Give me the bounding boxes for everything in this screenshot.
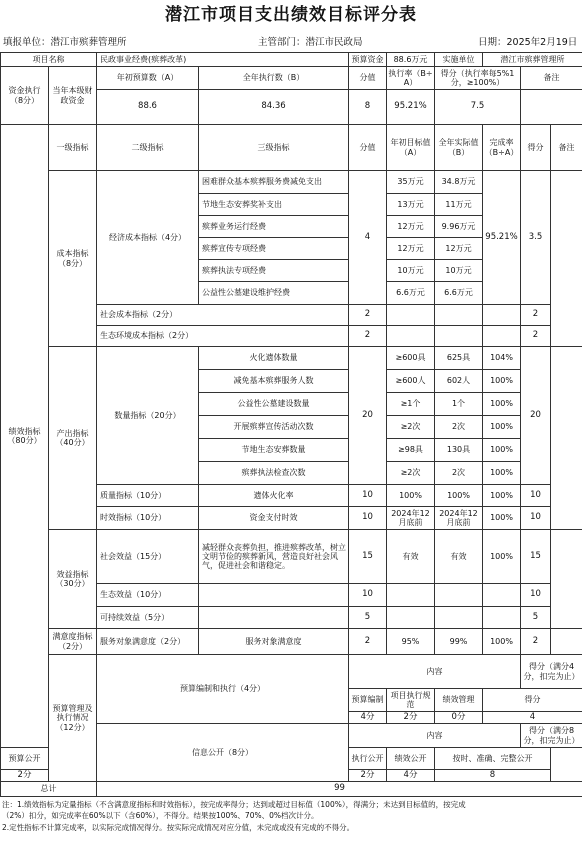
quantity-get: 20 [521,347,551,485]
budget-mgmt-col2-header: 项目执行规范 [387,689,435,712]
satisfaction-rate: 100% [483,629,521,655]
sustain-effect-b [435,607,483,629]
social-cost-score: 2 [349,305,387,326]
quality-a: 100% [387,485,435,507]
budget-mgmt-col1-value: 4分 [349,712,387,724]
eco-cost-rate [483,326,521,347]
time-indicator-label: 时效指标（10分） [97,507,199,530]
sustain-effect-label: 可持续效益（5分） [97,607,199,629]
info-col3-header: 绩效公开 [387,748,435,770]
quality-indicator-label: 质量指标（10分） [97,485,199,507]
satisfaction-indicator-label: 满意度指标（2分） [49,629,97,655]
cost-item-b: 11万元 [435,194,483,216]
info-col2-value: 2分 [349,770,387,782]
quantity-item-b: 2次 [435,462,483,485]
fund-header-score: 分值 [349,67,387,90]
social-cost-label: 社会成本指标（2分） [97,305,349,326]
cost-item-name: 殡葬执法专项经费 [199,260,349,282]
fund-execution-label: 资金执行（8分） [1,67,49,125]
eco-effect-b [435,584,483,607]
info-col4-header: 按时、准确、完整公开 [435,748,551,770]
fund-header-a: 年初预算数（A） [97,67,199,90]
total-value: 99 [97,782,582,797]
satisfaction-get: 2 [521,629,551,655]
perf-header-score: 分值 [349,125,387,171]
filling-unit: 填报单位：潜江市殡葬管理所 [3,37,127,48]
quantity-item-rate: 100% [483,462,521,485]
cost-item-a: 10万元 [387,260,435,282]
eco-effect-label: 生态效益（10分） [97,584,199,607]
quantity-item-a: ≥600人 [387,370,435,393]
budget-mgmt-col4-header: 得分 [483,689,582,712]
cost-remark [551,171,582,347]
time-score: 10 [349,507,387,530]
fund-value-formula: 7.5 [435,90,521,125]
info-disclosure-label: 信息公开（8分） [97,724,349,782]
fund-value-rate: 95.21% [387,90,435,125]
budget-value: 88.6万元 [387,53,435,67]
quantity-item-b: 2次 [435,416,483,439]
total-label: 总计 [1,782,97,797]
quantity-item-a: ≥2次 [387,462,435,485]
econ-cost-label: 经济成本指标（4分） [97,171,199,305]
social-effect-get: 15 [521,530,551,584]
perf-header-b: 全年实际值（B） [435,125,483,171]
page-title: 潜江市项目支出绩效目标评分表 [165,5,417,25]
cost-item-a: 13万元 [387,194,435,216]
fund-value-remark [521,90,582,125]
social-cost-b [435,305,483,326]
info-col2-header: 执行公开 [349,748,387,770]
effect-remark [551,530,582,629]
note-1a: 注：1.绩效指标为定量指标（不含满意度指标和时效指标），按完成率得分；达到或超过目标值（100%），得满分；未达到目标值的，按完成 [2,800,466,809]
eco-cost-get: 2 [521,326,551,347]
quality-rate: 100% [483,485,521,507]
info-col3-value: 4分 [387,770,435,782]
perf-header-get: 得分 [521,125,551,171]
cost-item-a: 12万元 [387,238,435,260]
quantity-item-b: 602人 [435,370,483,393]
fund-value-score: 8 [349,90,387,125]
note-1b: （2%）扣分，如完成率在60%以下（含60%），不得分。结果按100%、70%、0%档次计分。 [2,811,319,821]
fund-header-b: 全年执行数（B） [199,67,349,90]
quantity-item-name: 公益性公墓建设数量 [199,393,349,416]
budget-mgmt-col2-value: 2分 [387,712,435,724]
perf-header-l3: 三级指标 [199,125,349,171]
note-2: 2.定性指标不计算完成率，以实际完成情况得分。按实际完成情况对应分值，未完成或没有完成的不得分。 [2,822,355,832]
time-rate: 100% [483,507,521,530]
meta-row [0,30,582,52]
eco-cost-score: 2 [349,326,387,347]
social-effect-b: 有效 [435,530,483,584]
sustain-effect-a [387,607,435,629]
quality-b: 100% [435,485,483,507]
eco-cost-b [435,326,483,347]
quantity-item-b: 1个 [435,393,483,416]
cost-item-name: 困难群众基本殡葬服务费减免支出 [199,171,349,194]
perf-section-label: 绩效指标（80分） [1,125,49,748]
mgmt-section-label: 预算管理及执行情况（12分） [49,655,97,782]
fund-header-formula: 得分（执行率每5%1分，≥100%） [435,67,521,90]
budget-mgmt-col4-value: 4 [483,712,582,724]
sustain-effect-score: 5 [349,607,387,629]
info-col4-value: 8 [435,770,551,782]
project-name-label: 项目名称 [1,53,97,67]
satisfaction-item: 服务对象满意度 [199,629,349,655]
quality-item-name: 遗体火化率 [199,485,349,507]
quantity-item-name: 减免基本殡葬服务人数 [199,370,349,393]
social-cost-get: 2 [521,305,551,326]
fund-value-a: 88.6 [97,90,199,125]
time-get: 10 [521,507,551,530]
eco-cost-a [387,326,435,347]
quantity-item-a: ≥600具 [387,347,435,370]
social-effect-label: 社会效益（15分） [97,530,199,584]
cost-item-a: 12万元 [387,216,435,238]
social-cost-rate [483,305,521,326]
fund-header-remark: 备注 [521,67,582,90]
info-content-header: 内容 [349,724,521,748]
cost-item-a: 35万元 [387,171,435,194]
satisfaction-b: 99% [435,629,483,655]
quantity-item-rate: 100% [483,439,521,462]
social-effect-rate: 100% [483,530,521,584]
competent-department: 主管部门：潜江市民政局 [258,37,363,48]
quantity-item-rate: 100% [483,416,521,439]
perf-header-remark: 备注 [551,125,582,171]
quantity-item-name: 开展殡葬宣传活动次数 [199,416,349,439]
quantity-item-name: 节地生态安葬数量 [199,439,349,462]
fund-header-rate: 执行率（B÷A） [387,67,435,90]
econ-cost-rate: 95.21% [483,171,521,305]
eco-effect-a [387,584,435,607]
time-item-name: 资金支付时效 [199,507,349,530]
social-effect-item: 减轻群众丧葬负担，推进殡葬改革，树立文明节俭的殡葬新风，营造良好社会风气，促进社会和谐稳定。 [199,530,349,584]
sustain-effect-item [199,607,349,629]
social-effect-a: 有效 [387,530,435,584]
satisfaction-remark [551,629,582,655]
quantity-item-rate: 100% [483,370,521,393]
sustain-effect-get: 5 [521,607,551,629]
cost-item-b: 10万元 [435,260,483,282]
quantity-item-name: 殡葬执法检查次数 [199,462,349,485]
budget-mgmt-col3-value: 0分 [435,712,483,724]
social-effect-score: 15 [349,530,387,584]
budget-mgmt-col1-header: 预算编制 [349,689,387,712]
impl-unit-value: 潜江市殡葬管理所 [483,53,582,67]
quantity-item-rate: 104% [483,347,521,370]
social-cost-a [387,305,435,326]
eco-effect-rate [483,584,521,607]
info-formula-header: 得分（满分8分，扣完为止） [521,724,582,748]
cost-item-b: 34.8万元 [435,171,483,194]
quantity-item-a: ≥1个 [387,393,435,416]
econ-cost-get: 3.5 [521,171,551,305]
perf-header-a: 年初目标值（A） [387,125,435,171]
cost-item-name: 节地生态安葬奖补支出 [199,194,349,216]
quantity-item-rate: 100% [483,393,521,416]
info-col1-header: 预算公开 [1,748,49,770]
eco-effect-score: 10 [349,584,387,607]
cost-item-b: 6.6万元 [435,282,483,305]
eco-cost-label: 生态环境成本指标（2分） [97,326,349,347]
score-table [0,52,582,797]
quantity-score: 20 [349,347,387,485]
output-indicator-label: 产出指标（40分） [49,347,97,530]
info-remark [551,748,582,782]
time-a: 2024年12月底前 [387,507,435,530]
quantity-item-a: ≥2次 [387,416,435,439]
budget-mgmt-col3-header: 绩效管理 [435,689,483,712]
sustain-effect-rate [483,607,521,629]
cost-item-a: 6.6万元 [387,282,435,305]
quantity-indicator-label: 数量指标（20分） [97,347,199,485]
quality-get: 10 [521,485,551,507]
info-col1-value: 2分 [1,770,49,782]
cost-item-name: 公益性公墓建设维护经费 [199,282,349,305]
fund-value-b: 84.36 [199,90,349,125]
satisfaction-sub-label: 服务对象满意度（2分） [97,629,199,655]
budget-mgmt-content-header: 内容 [349,655,521,689]
effect-indicator-label: 效益指标（30分） [49,530,97,629]
cost-item-b: 12万元 [435,238,483,260]
impl-unit-label: 实施单位 [435,53,483,67]
fund-source-label: 当年本级财政资金 [49,67,97,125]
cost-item-b: 9.96万元 [435,216,483,238]
perf-header-l1: 一级指标 [49,125,97,171]
perf-header-l2: 二级指标 [97,125,199,171]
cost-indicator-label: 成本指标（8分） [49,171,97,347]
quality-score: 10 [349,485,387,507]
budget-mgmt-formula-header: 得分（满分4分，扣完为止） [521,655,582,689]
budget-label: 预算资金 [349,53,387,67]
notes [0,797,582,833]
quantity-item-name: 火化遗体数量 [199,347,349,370]
quantity-item-b: 130具 [435,439,483,462]
project-name-value: 民政事业经费(殡葬改革) [97,53,349,67]
eco-effect-get: 10 [521,584,551,607]
perf-header-rate: 完成率（B÷A） [483,125,521,171]
output-remark [551,347,582,530]
cost-item-name: 殡葬业务运行经费 [199,216,349,238]
budget-mgmt-label: 预算编制和执行（4分） [97,655,349,724]
quantity-item-a: ≥98具 [387,439,435,462]
quantity-item-b: 625具 [435,347,483,370]
satisfaction-score: 2 [349,629,387,655]
fill-date: 日期：2025年2月19日 [478,37,578,48]
satisfaction-a: 95% [387,629,435,655]
econ-cost-score: 4 [349,171,387,305]
cost-item-name: 殡葬宣传专项经费 [199,238,349,260]
eco-effect-item [199,584,349,607]
time-b: 2024年12月底前 [435,507,483,530]
